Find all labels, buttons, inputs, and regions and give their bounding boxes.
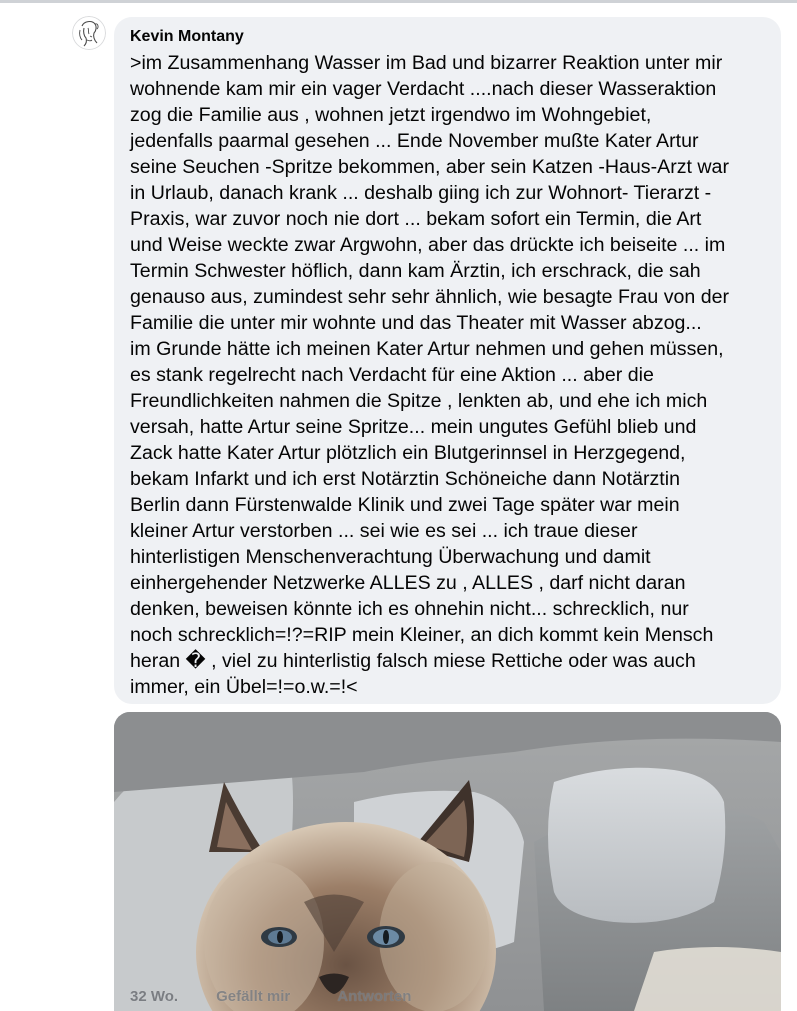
comment-actions (130, 986, 411, 1006)
comment-text: >im Zusammenhang Wasser im Bad und bizarrer Reaktion unter mir wohnende kam mir ein vager Verdacht ....nach dieser Wasseraktion zog die Familie aus , wohnen jetzt irgendwo im Wohngebiet, jedenfalls paarmal gesehen ... Ende November mußte Kater Artur seine Seuchen -Spritze bekommen, aber sein Katzen -Haus-Arzt war in Urlaub, danach krank ... deshalb giing ich zur Wohnort- Tierarzt - Praxis, war zuvor noch nie dort ... bekam sofort ein Termin, die Art und Weise weckte zwar Argwohn, aber das drückte ich beiseite ... im Termin Schwester höflich, dann kam Ärztin, ich erschrack, die sah genauso aus, zumindest sehr sehr ähnlich, wie besagte Frau von der Familie die unter mir wohnte und das Theater mit Wasser abzog... im Grunde hätte ich meinen Kater Artur nehmen und gehen müssen, es stank regelrecht nach Verdacht für eine Aktion ... aber die Freundlichkeiten nahmen die Spitze , lenkten ab, und ehe ich mich versah, hatte Artur seine Spritze... mein ungutes Gefühl blieb und Zack hatte Kater Artur plötzlich ein Blutgerinnsel in Herzgegend, bekam Infarkt und ich erst Notärztin Schöneiche dann Notärztin Berlin dann Fürstenwalde Klinik und zwei Tage später war mein kleiner Artur verstorben ... sei wie es sei ... ich traue dieser hinterlistigen Menschenverachtung Überwachung und damit einhergehender Netzwerke ALLES zu , ALLES , darf nicht daran denken, beweisen könnte ich es ohnehin nicht... schrecklich, nur noch schrecklich=!?=RIP mein Kleiner, an dich kommt kein Mensch heran � , viel zu hinterlistig falsch miese Rettiche oder was auch immer, ein Übel=!=o.w.=!< (130, 52, 730, 698)
like-button[interactable]: Gefällt mir (216, 987, 291, 1005)
avatar-sketch-icon (72, 16, 106, 50)
cat-photo-image (114, 712, 781, 1011)
comment-timestamp[interactable]: 32 Wo. (130, 987, 179, 1005)
reply-button[interactable]: Antworten (337, 987, 412, 1005)
top-divider (0, 0, 797, 3)
comment-bubble (114, 17, 781, 704)
avatar[interactable] (72, 16, 106, 50)
comment-author[interactable]: Kevin Montany (130, 28, 244, 45)
comment-photo[interactable] (114, 712, 781, 1011)
